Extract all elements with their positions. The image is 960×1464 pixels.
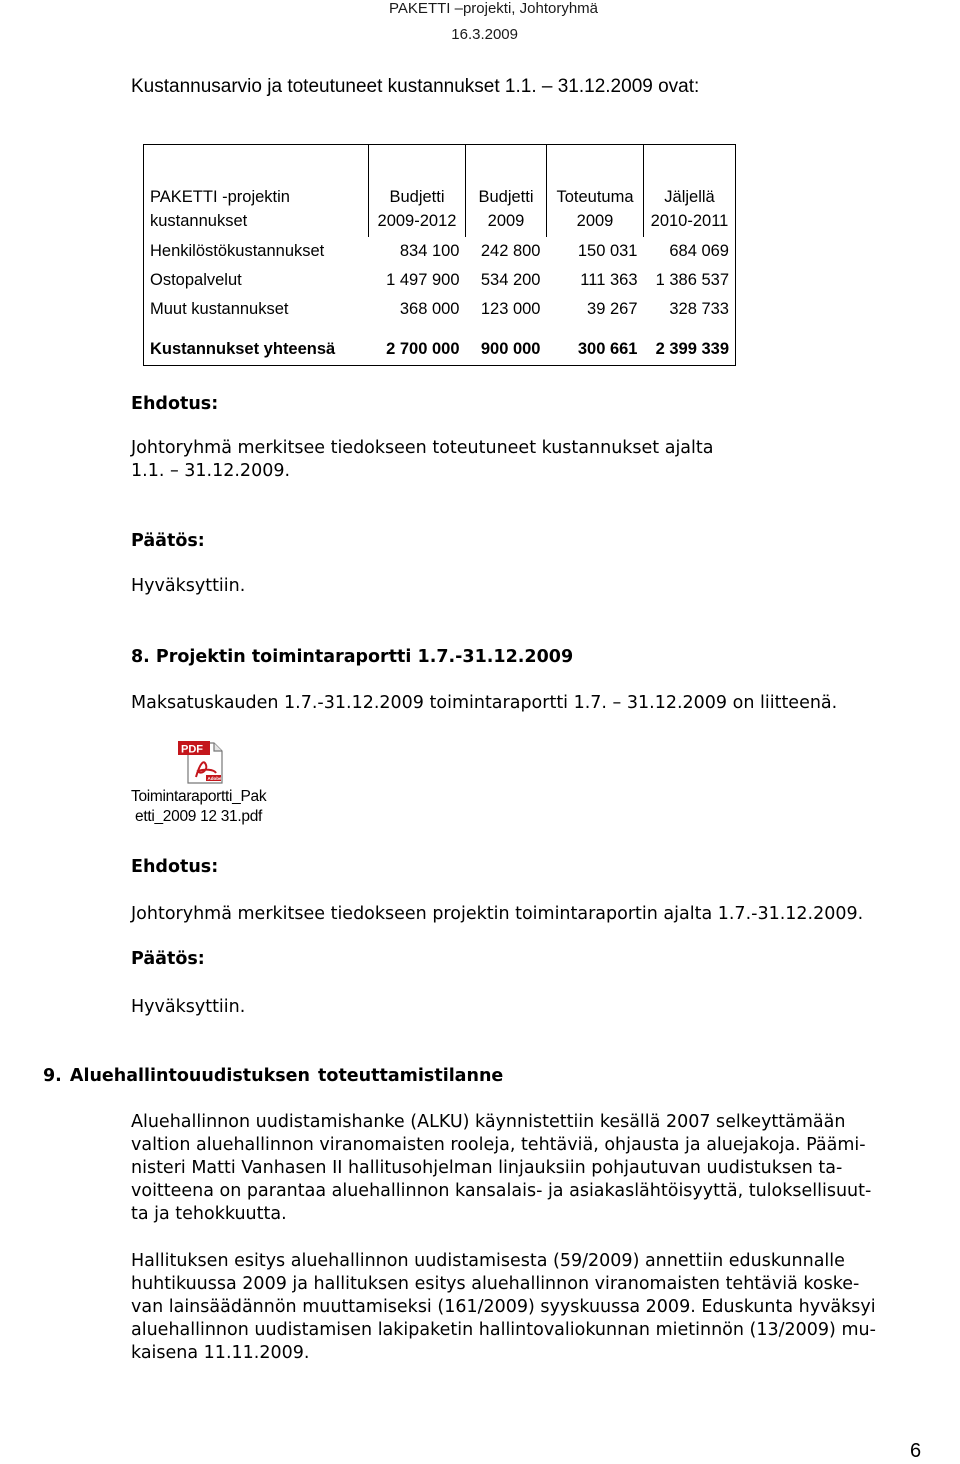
- table-cell: 1 386 537: [644, 266, 736, 295]
- table-total-row: [144, 335, 736, 366]
- paatos-text: Hyväksyttiin.: [131, 997, 246, 1017]
- section-9-heading: 9. Aluehallintouudistuksen toteuttamistilanne: [43, 1066, 504, 1086]
- paatos-label: Päätös:: [131, 531, 205, 551]
- table-cell: 328 733: [644, 295, 736, 324]
- table-cell: 900 000: [466, 335, 547, 366]
- table-spacer-row: [144, 324, 736, 335]
- pdf-file-icon[interactable]: [178, 739, 226, 785]
- table-cell: 39 267: [587, 299, 638, 318]
- header-cell: Toteutuma 2009: [547, 145, 644, 237]
- header-cell: Budjetti 2009: [466, 145, 547, 237]
- cost-table: [143, 144, 736, 366]
- table-cell: Kustannukset yhteensä: [144, 335, 369, 366]
- table-cell: 123 000: [480, 299, 541, 318]
- section-9-paragraph-1: Aluehallinnon uudistamishanke (ALKU) käynnistettiin kesällä 2007 selkeyttämään valtion aluehallinnon viranomaisten rooleja, tehtäviä, ohjausta ja aluejakoja. Päämi- nisteri Matti Vanhasen II hallitusohjelman linjauksiin pohjautuvan uudistuksen ta- voitteena on parantaa aluehallinnon kansalais- ja asiakaslähtöisyyttä, tuloksellisuut- ta ja tehokkuutta.: [131, 1112, 872, 1224]
- ehdotus-text: Johtoryhmä merkitsee tiedokseen toteutuneet kustannukset ajalta 1.1. – 31.12.2009.: [131, 438, 714, 481]
- ehdotus-text: Johtoryhmä merkitsee tiedokseen projektin toimintaraportin ajalta 1.7.-31.12.2009.: [131, 904, 864, 924]
- section-8-heading: 8. Projektin toimintaraportti 1.7.-31.12.2009: [131, 647, 574, 667]
- table-cell: 242 800: [480, 241, 541, 260]
- header-cell: PAKETTI -projektin kustannukset: [144, 145, 369, 237]
- table-cell: 368 000: [399, 299, 460, 318]
- table-cell: 684 069: [644, 237, 736, 266]
- section-9-paragraph-2: Hallituksen esitys aluehallinnon uudistamisesta (59/2009) annettiin eduskunnalle huhtikuussa 2009 ja hallituksen esitys aluehallinnon viranomaisten tehtäviä koske- van lainsäädännön muuttamiseksi (161/2009) syyskuussa 2009. Eduskunta hyväksyi aluehallinnon uudistamisen lakipaketin hallintovaliokunnan mietinnön (13/2009) mu- kaisena 11.11.2009.: [131, 1251, 876, 1363]
- table-cell: 534 200: [480, 270, 541, 289]
- table-cell: 834 100: [399, 241, 460, 260]
- section-8-text: Maksatuskauden 1.7.-31.12.2009 toimintaraportti 1.7. – 31.12.2009 on liitteenä.: [131, 693, 838, 713]
- table-row: [144, 295, 736, 324]
- header-title: PAKETTI –projekti, Johtoryhmä: [389, 0, 598, 17]
- table-header-row: [144, 145, 736, 237]
- table-cell: 2 399 339: [644, 335, 736, 366]
- table-row: [144, 266, 736, 295]
- table-cell: Henkilöstökustannukset: [144, 237, 369, 266]
- paatos-label: Päätös:: [131, 949, 205, 969]
- attachment-filename[interactable]: Toimintaraportti_Pak etti_2009 12 31.pdf: [131, 788, 267, 825]
- table-cell: 1 497 900: [386, 270, 460, 289]
- page-number: 6: [910, 1440, 922, 1462]
- table-cell: Muut kustannukset: [144, 295, 369, 324]
- table-cell: Ostopalvelut: [144, 266, 369, 295]
- table-cell: 111 363: [580, 270, 638, 289]
- table-cell: 300 661: [547, 335, 644, 366]
- intro-text: Kustannusarvio ja toteutuneet kustannukset 1.1. – 31.12.2009 ovat:: [131, 76, 700, 97]
- header-cell: Jäljellä 2010-2011: [644, 145, 736, 237]
- ehdotus-label: Ehdotus:: [131, 394, 219, 414]
- header-date: 16.3.2009: [451, 26, 518, 43]
- paatos-text: Hyväksyttiin.: [131, 576, 246, 596]
- svg-text:Adobe: Adobe: [207, 776, 222, 781]
- header-cell: Budjetti 2009-2012: [369, 145, 466, 237]
- ehdotus-label: Ehdotus:: [131, 857, 219, 877]
- table-cell: 150 031: [577, 241, 638, 260]
- table-row: [144, 237, 736, 266]
- table-cell: 2 700 000: [369, 335, 466, 366]
- svg-text:PDF: PDF: [181, 743, 203, 756]
